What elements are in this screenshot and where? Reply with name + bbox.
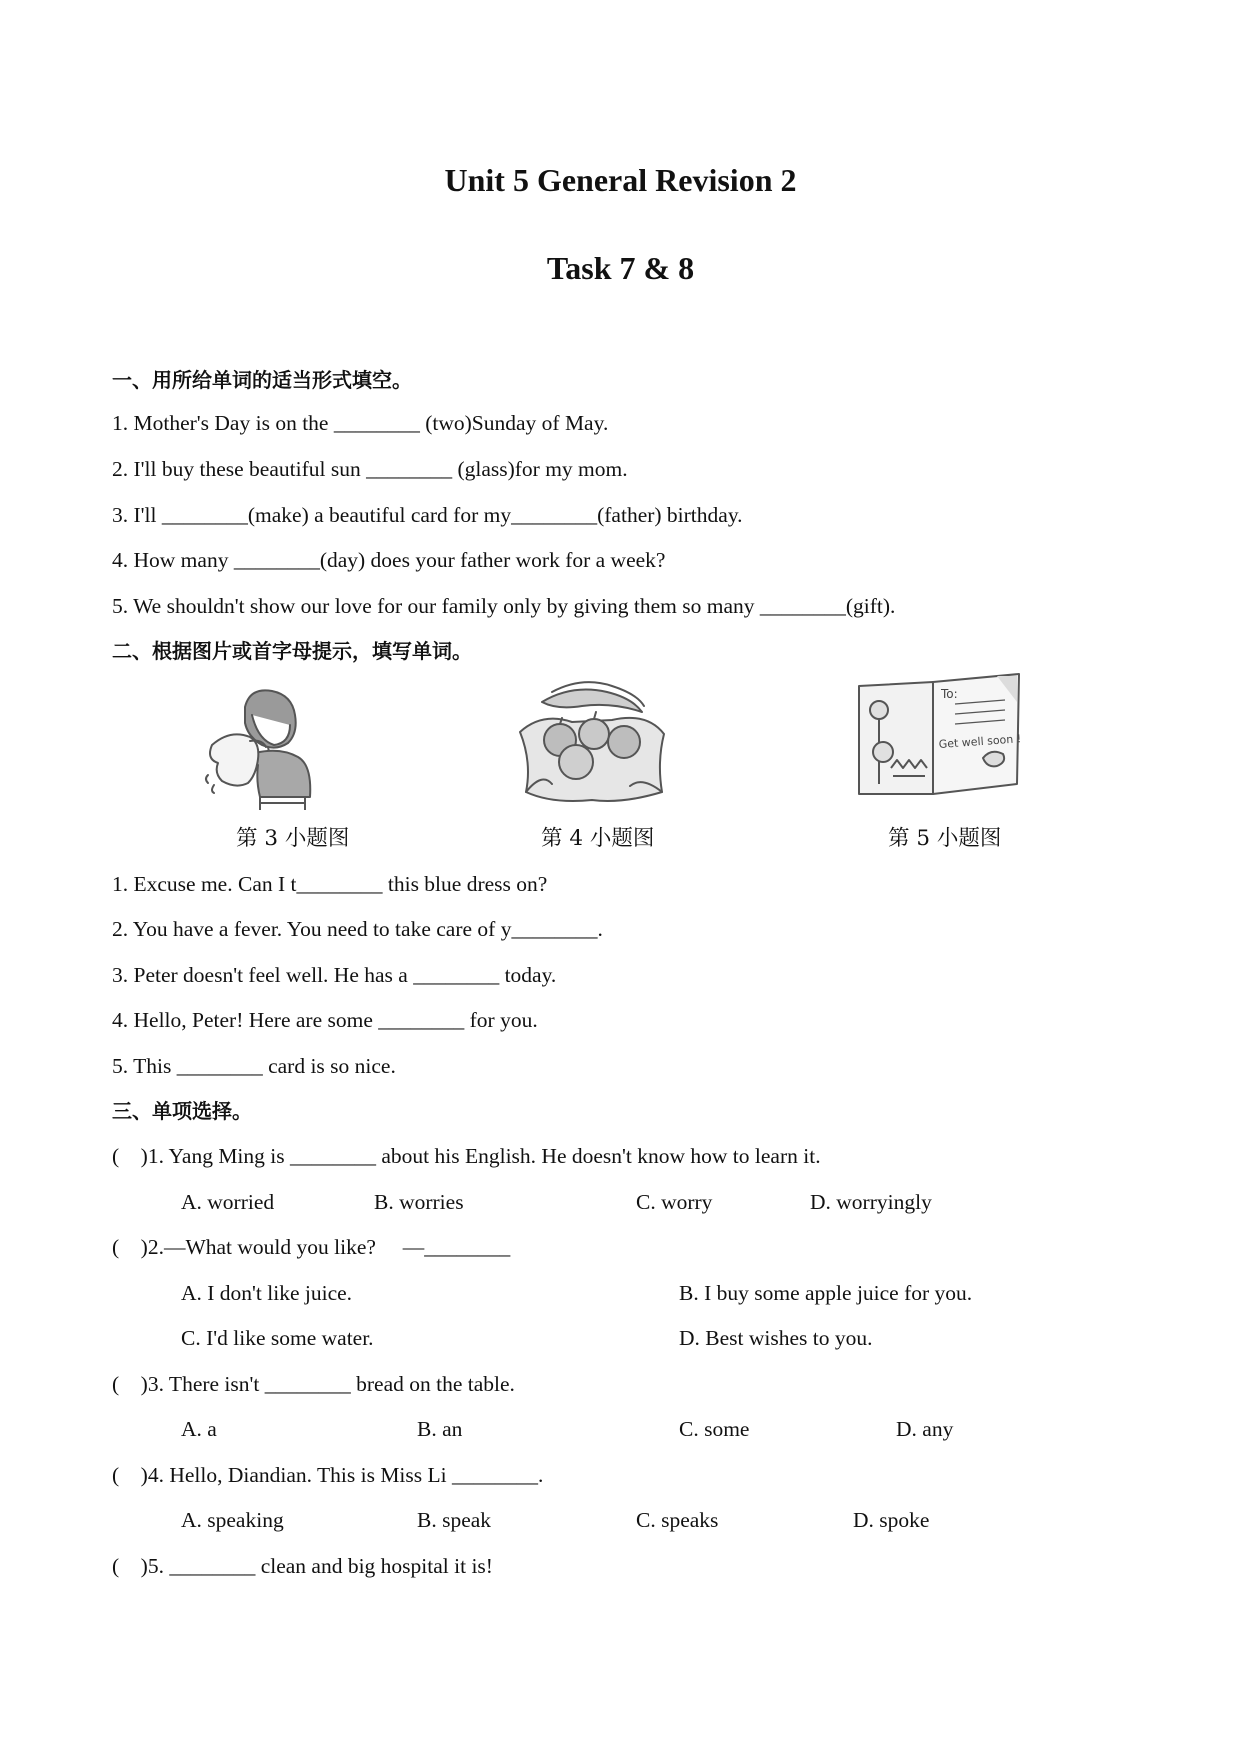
question-option: A. worried (181, 1190, 275, 1214)
sneezing-boy-illustration (200, 685, 340, 810)
question-option: C. speaks (636, 1508, 719, 1532)
question-option: C. I'd like some water. (181, 1326, 374, 1350)
question-stem: ( )5. ________ clean and big hospital it is! (112, 1554, 493, 1578)
question-stem: ( )4. Hello, Diandian. This is Miss Li ________. (112, 1463, 544, 1487)
question-option: A. speaking (181, 1508, 284, 1532)
question-option: A. a (181, 1417, 217, 1441)
section2-item: 3. Peter doesn't feel well. He has a ________ today. (112, 963, 557, 987)
question-stem: ( )3. There isn't ________ bread on the table. (112, 1372, 515, 1396)
section2-heading: 二、根据图片或首字母提示，填写单词。 (112, 639, 472, 663)
section1-item: 4. How many ________(day) does your father work for a week? (112, 548, 666, 572)
section1-heading: 一、用所给单词的适当形式填空。 (112, 368, 412, 392)
page-subtitle: Task 7 & 8 (546, 250, 695, 286)
question-stem: ( )1. Yang Ming is ________ about his English. He doesn't know how to learn it. (112, 1144, 821, 1168)
section2-item: 1. Excuse me. Can I t________ this blue dress on? (112, 872, 548, 896)
question-option: D. worryingly (810, 1190, 932, 1214)
question-stem: ( )2.—What would you like? —________ (112, 1235, 511, 1259)
section3-heading: 三、单项选择。 (112, 1099, 252, 1123)
question-option: B. I buy some apple juice for you. (679, 1281, 973, 1305)
question-option: B. an (417, 1417, 463, 1441)
picture-caption: 第 3 小题图 (236, 826, 350, 851)
question-option: A. I don't like juice. (181, 1281, 353, 1305)
section1-item: 1. Mother's Day is on the ________ (two)Sunday of May. (112, 411, 609, 435)
question-option: D. spoke (853, 1508, 930, 1532)
question-option: D. any (896, 1417, 954, 1441)
question-option: C. some (679, 1417, 750, 1441)
section2-item: 5. This ________ card is so nice. (112, 1054, 396, 1078)
section1-item: 2. I'll buy these beautiful sun ________ (glass)for my mom. (112, 457, 628, 481)
picture-caption: 第 5 小题图 (888, 826, 1002, 851)
question-option: D. Best wishes to you. (679, 1326, 873, 1350)
fruit-basket-illustration (512, 672, 672, 807)
section2-item: 2. You have a fever. You need to take care of y________. (112, 917, 603, 941)
question-option: B. speak (417, 1508, 492, 1532)
get-well-card-illustration (857, 672, 1022, 797)
section2-item: 4. Hello, Peter! Here are some ________ for you. (112, 1008, 538, 1032)
card-message-text: Get well soon ! (938, 732, 1022, 751)
picture-caption: 第 4 小题图 (541, 826, 655, 851)
card-to-text: To: (941, 687, 958, 701)
section1-item: 5. We shouldn't show our love for our family only by giving them so many ________(gift). (112, 594, 896, 618)
question-option: B. worries (374, 1190, 464, 1214)
question-option: C. worry (636, 1190, 713, 1214)
page-title: Unit 5 General Revision 2 (444, 162, 797, 198)
section1-item: 3. I'll ________(make) a beautiful card for my________(father) birthday. (112, 503, 743, 527)
